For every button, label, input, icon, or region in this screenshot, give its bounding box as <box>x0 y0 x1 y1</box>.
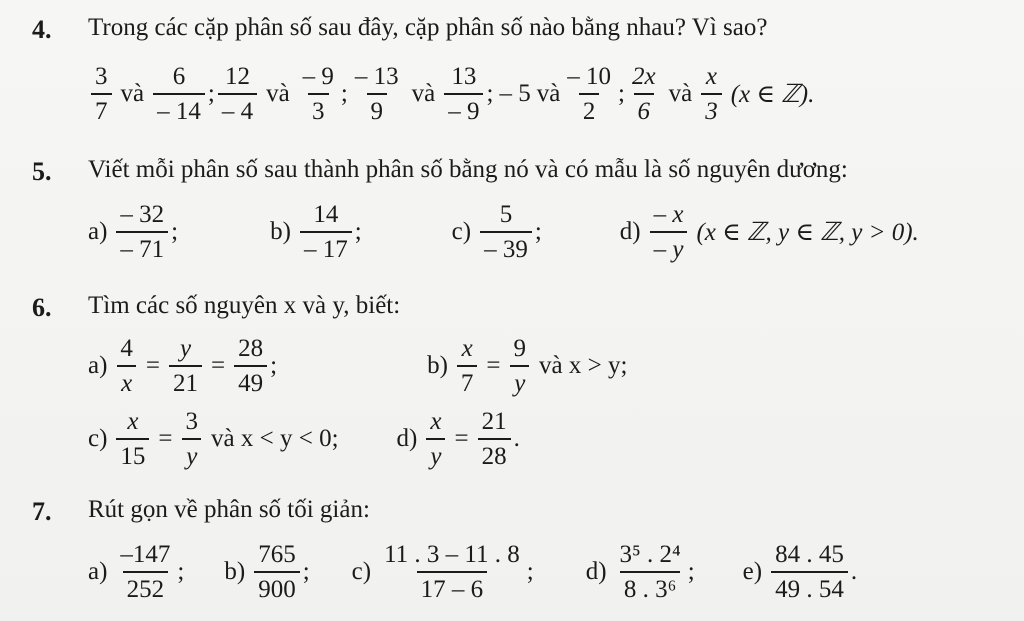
problem-4-fractions: $\frac{3}{7}$ và $\frac{6}{- 14}$ ; $\frac{12}{- 4}$ và $\frac{- 9}{3}$ ; $\frac{- 13}{9}$ và $\frac{13}{- 9}$ ; – 5 và $\frac{- 10}{2}$ ; $\frac{2x}{6}$ và $\frac{x}{3}$ (x ∈ ℤ). <box>88 59 820 129</box>
condition: (x ∈ ℤ). <box>730 81 815 108</box>
problem-7-number: 7. <box>32 497 52 526</box>
problem-7-parts: a) $\frac{-147}{252}$ ; b) $\frac{765}{900}$ ; c) $\frac{11 . 3 - 11 . 8}{17 - 6}$ ; d) $\frac{\text{3⁵ . 2⁴}}{\text{8 . 3⁶}}$ ; e) $\frac{84 . 45}{49 . 54}$ . <box>88 541 858 603</box>
fraction: $\frac{84 . 45}{49 . 54}$ <box>771 542 848 602</box>
condition: và x > y; <box>539 352 628 379</box>
fraction: $\frac{11 . 3 - 11 . 8}{17 - 6}$ <box>384 541 520 603</box>
part-a-label: a) <box>88 218 108 245</box>
problem-6-statement: Tìm các số nguyên x và y, biết: <box>88 292 401 319</box>
fraction: $\frac{12}{- 4}$ <box>218 64 257 124</box>
problem-5-statement: Viết mỗi phân số sau thành phân số bằng nó và có mẫu là số nguyên dương: <box>88 156 848 183</box>
part-a-label: a) <box>88 352 108 379</box>
problem-5-parts: a) $\frac{- 32}{- 71}$ ; b) $\frac{14}{- 17}$ ; c) $\frac{5}{- 39}$ ; d) $\frac{- x}{- y}$ (x ∈ ℤ, y ∈ ℤ, y > 0). <box>88 201 919 263</box>
fraction: $\frac{3}{7}$ <box>91 64 112 124</box>
part-c-label: c) <box>351 558 372 585</box>
problem-4-number: 4. <box>32 15 52 44</box>
fraction: $\frac{- 32}{- 71}$ <box>116 202 168 262</box>
part-b-label: b) <box>270 218 291 245</box>
fraction: $\frac{6}{- 14}$ <box>153 64 205 124</box>
part-e-label: e) <box>742 558 763 585</box>
fraction: $\frac{x}{7}$ <box>457 336 478 396</box>
part-b-label: b) <box>427 352 448 379</box>
fraction: $\frac{x}{15}$ <box>116 409 149 469</box>
fraction: $\frac{9}{y}$ <box>510 336 531 396</box>
problem-7-statement: Rút gọn về phân số tối giản: <box>88 496 370 523</box>
problem-4-statement: Trong các cặp phân số sau đây, cặp phân số nào bằng nhau? Vì sao? <box>88 14 768 41</box>
fraction: $\frac{\text{3⁵ . 2⁴}}{\text{8 . 3⁶}}$ <box>619 541 681 603</box>
fraction: $\frac{14}{- 17}$ <box>300 202 352 262</box>
fraction: $\frac{765}{900}$ <box>254 542 300 602</box>
part-c-label: c) <box>451 218 472 245</box>
part-a-label: a) <box>88 558 108 585</box>
problem-5-number: 5. <box>32 157 52 186</box>
part-b-label: b) <box>224 558 246 585</box>
fraction: $\frac{- 13}{9}$ <box>354 63 399 125</box>
fraction: $\frac{- 10}{2}$ <box>567 63 612 125</box>
problem-6-row-2: c) $\frac{x}{15}$ = $\frac{3}{y}$ và x < y < 0; d) $\frac{x}{y}$ = $\frac{21}{28}$ . <box>88 408 520 470</box>
part-d-label: d) <box>585 558 607 585</box>
part-d-label: d) <box>396 425 418 452</box>
problem-6-number: 6. <box>32 293 52 322</box>
part-c-label: c) <box>88 425 108 452</box>
fraction: $\frac{3}{y}$ <box>182 409 203 469</box>
fraction: $\frac{2x}{6}$ <box>632 63 656 125</box>
fraction: $\frac{x}{3}$ <box>701 64 722 124</box>
fraction: $\frac{28}{49}$ <box>234 336 267 396</box>
fraction: $\frac{13}{- 9}$ <box>444 64 483 124</box>
fraction: $\frac{21}{28}$ <box>478 409 511 469</box>
problem-6-row-1: a) $\frac{4}{x}$ = $\frac{y}{21}$ = $\frac{28}{49}$ ; b) $\frac{x}{7}$ = $\frac{9}{y}$ và x > y; <box>88 335 628 397</box>
and-word: và <box>120 80 145 107</box>
fraction: $\frac{- 9}{3}$ <box>302 63 334 125</box>
fraction: $\frac{4}{x}$ <box>116 336 137 396</box>
fraction: $\frac{y}{21}$ <box>169 336 202 396</box>
fraction: $\frac{x}{y}$ <box>426 409 445 469</box>
part-d-label: d) <box>619 218 641 245</box>
condition: và x < y < 0; <box>211 425 339 452</box>
fraction: $\frac{- x}{- y}$ <box>650 202 688 262</box>
fraction: $\frac{-147}{252}$ <box>120 541 171 603</box>
fraction: $\frac{5}{- 39}$ <box>480 202 532 262</box>
condition: (x ∈ ℤ, y ∈ ℤ, y > 0). <box>696 219 919 246</box>
